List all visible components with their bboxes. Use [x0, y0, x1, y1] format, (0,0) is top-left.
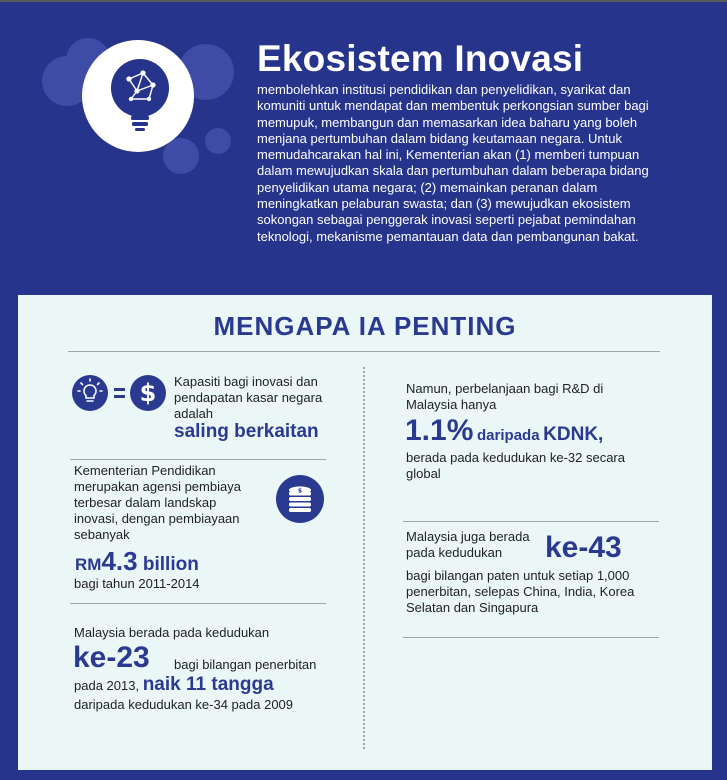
capacity-highlight: saling berkaitan [174, 421, 319, 442]
equals-sign [114, 395, 125, 398]
publications-line3 [74, 674, 274, 695]
item-divider [70, 603, 326, 604]
svg-text:$: $ [297, 487, 303, 495]
patents-after: bagi bilangan paten untuk setiap 1,000 penerbitan, selepas China, India, Korea Selatan dan Singapura [406, 568, 635, 615]
panel-title: MENGAPA IA PENTING [213, 311, 517, 341]
lightbulb-network-icon [113, 61, 167, 133]
decor-bubble [205, 128, 231, 154]
rnd-value: 1.1% [405, 414, 474, 447]
title-divider [68, 351, 660, 352]
funding-text: Kementerian Pendidikan merupakan agensi pembiaya terbesar dalam landskap inovasi, dengan pembiayaan sebanyak [74, 463, 241, 542]
publications-line4: daripada kedudukan ke-34 pada 2009 [74, 697, 294, 712]
funding-period: bagi tahun 2011-2014 [74, 576, 200, 591]
funding-unit: billion [137, 554, 199, 575]
intro-paragraph: membolehkan institusi pendidikan dan penyelidikan, syarikat dan komuniti untuk mendapat dan membentuk perkongsian sumber bagi memupuk, membangun dan memasarkan idea baharu yang boleh menjana pertumbuhan dalam bidang keutamaan negara. Untuk memudahcarakan hal ini, Kementerian akan (1) memberi tumpuan dalam mewujudkan skala dan pertumbuhan dalam beberapa bidang penyelidikan utama negara; (2) memainkan peranan dalam meningkatkan pelaburan swasta; dan (3) mewujudkan ekosistem sokongan sebagai penggerak inovasi seperti pejabat pemindahan teknologi, mekanisme pemantauan data dan pembangunan bakat. [257, 82, 649, 244]
publications-climb: naik 11 tangga [142, 674, 274, 695]
funding-prefix: RM [75, 555, 102, 574]
coin-stack-icon [276, 475, 324, 523]
patents-text: Malaysia juga berada pada kedudukan [406, 529, 530, 560]
publications-year: pada 2013, [74, 678, 140, 693]
page-title: Ekosistem Inovasi [257, 38, 584, 79]
lightbulb-icon [72, 375, 108, 411]
why-it-matters-panel [18, 295, 712, 770]
rnd-mid: daripada [477, 427, 540, 444]
column-divider [363, 367, 365, 749]
funding-number: 4.3 [101, 546, 138, 576]
item-divider [403, 521, 659, 522]
rnd-after: berada pada kedudukan ke-32 secara global [406, 450, 625, 481]
capacity-text: Kapasiti bagi inovasi dan pendapatan kasar negara adalah [174, 374, 323, 421]
equals-sign [114, 388, 125, 391]
svg-text:$: $ [139, 379, 157, 407]
publications-rank: ke-23 [73, 641, 150, 674]
dollar-icon [130, 375, 166, 411]
funding-value [75, 548, 199, 578]
rnd-stat [405, 414, 603, 453]
rnd-kdnk: KDNK, [543, 424, 604, 445]
publications-line1: Malaysia berada pada kedudukan [74, 625, 270, 640]
patents-rank: ke-43 [545, 531, 622, 564]
top-border [0, 0, 727, 2]
rnd-text: Namun, perbelanjaan bagi R&D di Malaysia hanya [406, 381, 604, 412]
item-divider [70, 459, 326, 460]
item-divider [403, 637, 659, 638]
decor-bubble [163, 138, 199, 174]
publications-line2: bagi bilangan penerbitan [174, 657, 317, 672]
